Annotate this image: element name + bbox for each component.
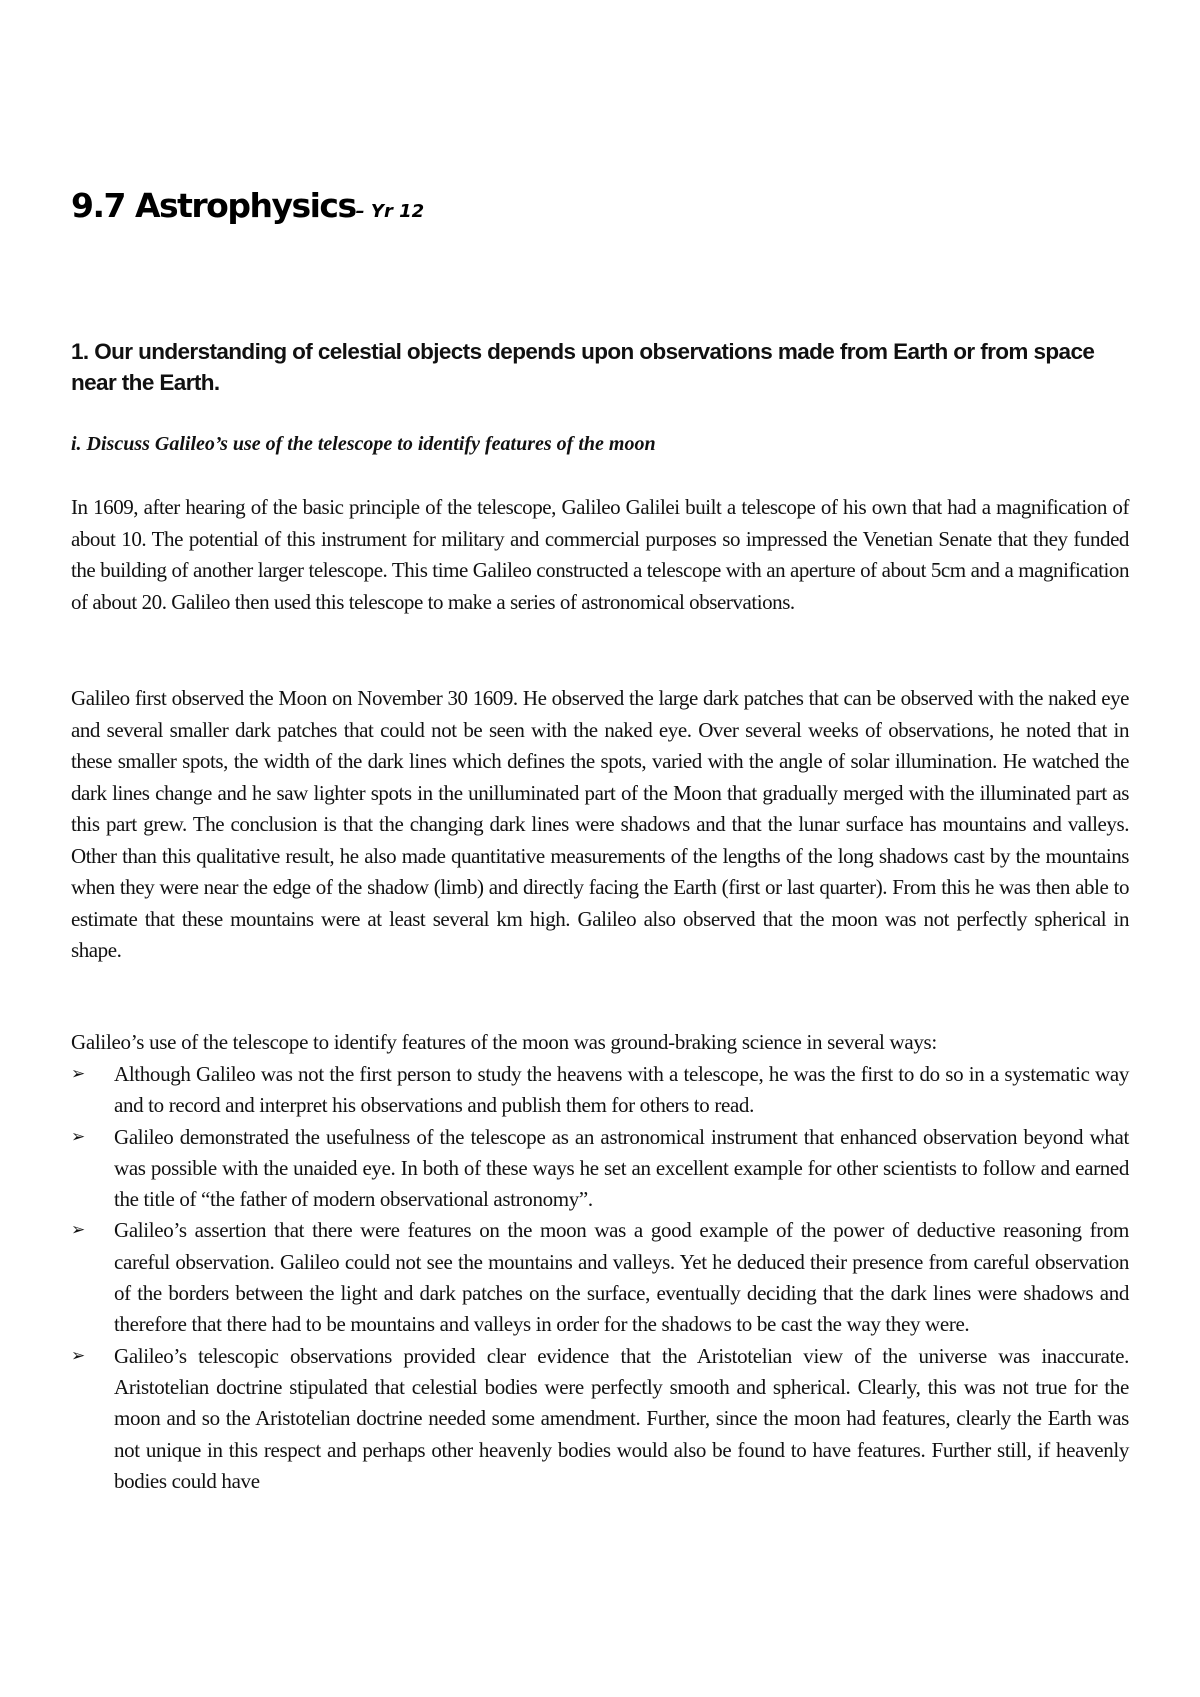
title-suffix: – Yr 12	[355, 201, 425, 222]
list-item	[71, 1341, 1129, 1497]
bullet-list	[71, 1059, 1129, 1497]
paragraph-telescope-history: In 1609, after hearing of the basic principle of the telescope, Galileo Galilei built a telescope of his own that had a magnification of about 10. The potential of this instrument for military and commercial purposes so impressed the Venetian Senate that they funded the building of another larger telescope. This time Galileo constructed a telescope with an aperture of about 5cm and a magnification of about 20. Galileo then used this telescope to make a series of astronomical observations.	[71, 495, 1129, 614]
subheading: i. Discuss Galileo’s use of the telescope to identify features of the moon	[71, 433, 656, 455]
list-intro: Galileo’s use of the telescope to identify features of the moon was ground-braking science in several ways:	[71, 1030, 937, 1054]
list-item	[71, 1122, 1129, 1216]
list-item	[71, 1215, 1129, 1340]
document-title	[71, 186, 424, 225]
paragraph-moon-observations: Galileo first observed the Moon on November 30 1609. He observed the large dark patches that can be observed with the naked eye and several smaller dark patches that could not be seen with the naked eye. Over several weeks of observations, he noted that in these smaller spots, the width of the dark lines which defines the spots, varied with the angle of solar illumination. He watched the dark lines change and he saw lighter spots in the unilluminated part of the Moon that gradually merged with the illuminated part as this part grew. The conclusion is that the changing dark lines were shadows and that the lunar surface has mountains and valleys. Other than this qualitative result, he also made quantitative measurements of the lengths of the long shadows cast by the mountains when they were near the edge of the shadow (limb) and directly facing the Earth (first or last quarter). From this he was then able to estimate that these mountains were at least several km high. Galileo also observed that the moon was not perfectly spherical in shape.	[71, 686, 1129, 962]
list-item-text: Galileo demonstrated the usefulness of the telescope as an astronomical instrument that enhanced observation beyond what was possible with the unaided eye. In both of these ways he set an excellent example for other scientists to follow and earned the title of “the father of modern observational astronomy”.	[114, 1124, 1129, 1212]
list-item-text: Galileo’s assertion that there were features on the moon was a good example of the power of deductive reasoning from careful observation. Galileo could not see the mountains and valleys. Yet he deduced their presence from careful observation of the borders between the light and dark patches on the surface, eventually deciding that the dark lines were shadows and therefore that there had to be mountains and valleys in order for the shadows to be cast the way they were.	[114, 1218, 1129, 1337]
section-heading: 1. Our understanding of celestial objects depends upon observations made from Earth or from space near the Earth.	[71, 339, 1095, 395]
arrow-bullet-icon: ➢	[71, 1345, 85, 1366]
list-item	[71, 1059, 1129, 1122]
list-item-text: Galileo’s telescopic observations provided clear evidence that the Aristotelian view of the universe was inaccurate. Aristotelian doctrine stipulated that celestial bodies were perfectly smooth and spherical. Clearly, this was not true for the moon and so the Aristotelian doctrine needed some amendment. Further, since the moon had features, clearly the Earth was not unique in this respect and perhaps other heavenly bodies would also be found to have features. Further still, if heavenly bodies could have	[114, 1343, 1129, 1493]
arrow-bullet-icon: ➢	[71, 1126, 85, 1147]
title-text: 9.7 Astrophysics	[71, 186, 356, 225]
arrow-bullet-icon: ➢	[71, 1064, 85, 1084]
list-item-text: Although Galileo was not the first person to study the heavens with a telescope, he was the first to do so in a systematic way and to record and interpret his observations and publish them for others to read.	[114, 1062, 1129, 1118]
arrow-bullet-icon: ➢	[71, 1220, 85, 1241]
